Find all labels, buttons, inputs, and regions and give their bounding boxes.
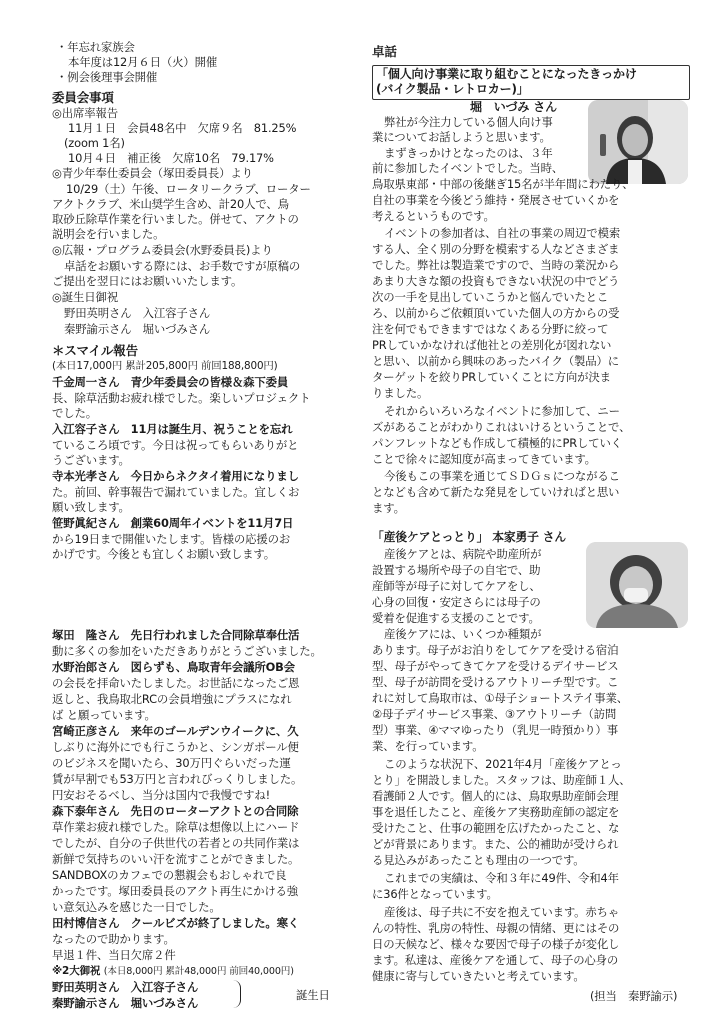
talk-line: でした。弊社は製造業ですので、当時の業況から: [372, 258, 620, 272]
smile2-line: 返しと、我鳥取北RCの会員増強にプラスになれ: [52, 692, 292, 706]
smile2-line: なったので助かります。: [52, 932, 175, 946]
committee-line: 10月４日 補正後 欠席10名 79.17%: [68, 151, 274, 165]
committee-line: ◎誕生日御祝: [52, 290, 118, 304]
speaker-photo: [588, 100, 688, 184]
care-line: 愛着を促進する支援のことです。: [372, 611, 540, 625]
smile2-line: 円安おそるべし、当分は国内で我慢ですね!: [52, 788, 270, 802]
birthday-heading-label: ※2大御祝: [52, 965, 101, 977]
care-line: 日の天候など、様々な要因で母子の様子が変化し: [372, 937, 620, 951]
talk-line: 今後もこの事業を通じてＳＤＧｓにつながるこ: [384, 469, 620, 483]
talk-title: (バイク製品・レトロカー)」: [376, 82, 529, 96]
smile2-line: ば と願っています。: [52, 708, 156, 722]
smile-totals: (本日17,000円 累計205,800円 前回188,800円): [52, 360, 278, 372]
smile2-line: 田村博信さん クールビズが終了しました。寒く: [52, 916, 300, 930]
talk-line: りました。: [372, 386, 429, 400]
smile2-line: 賃が早割でも53万円と言われびっくりしました。: [52, 772, 303, 786]
smile-line: かげです。今後とも宜しくお願い致します。: [52, 547, 275, 561]
talk-line: ターゲットを絞りPRしていくことに方向が決ま: [372, 370, 611, 384]
smile-heading: ＊スマイル報告: [52, 343, 138, 358]
talk-line: あまり大きな額の投資もできない状況の中でどう: [372, 274, 620, 288]
talk-speaker: 堀 いづみ さん: [470, 100, 557, 114]
birthday-name: 野田英明さん 入江容子さん: [52, 980, 199, 994]
talk-line: 弊社が今注力している個人向け事: [384, 115, 553, 129]
smile-line: ているころ頃です。今日は祝ってもらいありがと: [52, 438, 299, 452]
birthday-totals: (本日8,000円 累計48,000円 前回40,000円): [103, 966, 294, 977]
care-line: 心身の回復・安定さらには母子の: [372, 595, 541, 609]
committee-line: 秦野諭示さん 堀いづみさん: [64, 322, 211, 336]
care-line: 産後は、母子共に不安を抱えています。赤ちゃ: [384, 905, 620, 919]
bullet-item: ・例会後理事会開催: [56, 70, 158, 84]
talk-line: それからいろいろなイベントに参加して、ニー: [384, 404, 620, 418]
care-line: あります。母子がお泊りをしてケアを受ける宿泊: [372, 643, 619, 657]
care-line: 業、を行っています。: [372, 739, 484, 753]
committee-line: 10/29（土）午後、ロータリークラブ、ローター: [66, 182, 311, 196]
speaker-photo-image: [586, 542, 688, 628]
talk-heading: 卓話: [372, 44, 397, 59]
committee-heading: 委員会事項: [52, 90, 114, 105]
committee-line: 11月１日 会員48名中 欠席９名 81.25%: [68, 121, 297, 135]
care-line: とり」を開設しました。スタッフは、助産師１人、: [372, 773, 631, 787]
smile2-line: 草作業お疲れ様でした。除草は想像以上にハード: [52, 820, 300, 834]
smile2-line: の会長を拝命いたしました。お世話になったご恩: [52, 676, 300, 690]
care-line: ます。私達は、産後ケアを通して、母子の心身の: [372, 953, 619, 967]
talk-line: 前に参加したイベントでした。当時、: [372, 161, 564, 175]
talk-line: 自社の事業を今後どう維持・発展させていくかを: [372, 193, 620, 207]
care-line: 産後ケアには、いくつか種類が: [384, 627, 542, 641]
birthday-label: 誕生日: [296, 988, 330, 1002]
speaker-photo-image: [588, 100, 688, 184]
smile2-line: 水野治郎さん 図らずも、鳥取青年会議所OB会: [52, 660, 295, 674]
committee-line: アクトクラブ、米山奨学生含め、計20人で、鳥: [52, 197, 289, 211]
care-line: 型）事業、④ママゆったり（乳児一時預かり）事: [372, 723, 619, 737]
smile2-line: 宮崎正彦さん 来年のゴールデンウイークに、久: [52, 724, 299, 738]
care-line: 看護師２人です。個人的には、鳥取県助産師会理: [372, 789, 619, 803]
talk-line: 鳥取県東部・中部の後継ぎ15名が半年間にわたり、: [372, 177, 634, 191]
talk-title: 「個人向け事業に取り組むことになったきっかけ: [376, 67, 637, 81]
talk-line: まずきっかけとなったのは、３年: [384, 146, 553, 160]
bullet-item: ・年忘れ家族会: [56, 40, 135, 54]
smile-line: でした。: [52, 406, 97, 420]
care-line: ②母子デイサービス事業、③アウトリーチ（訪問: [372, 707, 617, 721]
committee-line: 取砂丘除草作業を行いました。併せて、アクトの: [52, 212, 299, 226]
committee-line: 野田英明さん 入江容子さん: [64, 306, 211, 320]
smile2-line: でしたが、自分の子供世代の若者との共同作業は: [52, 836, 300, 850]
smile-line: 寺本光孝さん 今日からネクタイ着用になりまし: [52, 469, 299, 483]
smile-line: 千金周一さん 青少年委員会の皆様＆森下委員: [52, 375, 289, 389]
smile-line: た。前回、幹事報告で漏れていました。宜しくお: [52, 485, 300, 499]
talk-line: ろ、以前からご依頼頂いていた個人の方からの受: [372, 306, 620, 320]
care-line: 型、母子が訪問を受けるアウトリーチ型です。こ: [372, 675, 619, 689]
smile-line: 長、除草活動お疲れ様でした。楽しいプロジェクト: [52, 391, 311, 405]
care-line: どが背景にあります。また、公的補助が受けられ: [372, 837, 619, 851]
care-line: 健康に寄与していきたいと考えています。: [372, 969, 585, 983]
committee-line: ご提出を翌日にはお願いいたします。: [52, 274, 243, 288]
care-line: に36件となっています。: [372, 887, 498, 901]
care-line: このような状況下、2021年4月「産後ケアとっ: [384, 757, 622, 771]
committee-line: ◎出席率報告: [52, 106, 118, 120]
talk-line: する人、全く別の分野を模索する人などさまざま: [372, 242, 620, 256]
talk-line: 注を何でもできますではなくある分野に絞って: [372, 322, 609, 336]
speaker-photo: [586, 542, 688, 628]
care-line: これまでの実績は、令和３年に49件、令和4年: [384, 871, 619, 885]
smile2-line: のビジネスを聞いたら、30万円ぐらいだった運: [52, 756, 291, 770]
smile-line: 入江容子さん 11月は誕生月、祝うことを忘れ: [52, 422, 293, 436]
brace: [230, 980, 241, 1008]
talk-line: ことで徐々に認知度が高まってきています。: [372, 452, 596, 466]
smile2-line: 塚田 隆さん 先日行われました合同除草奉仕活: [52, 628, 300, 642]
care-line: 受けたこと、仕事の範囲を広げたかったこと、な: [372, 821, 620, 835]
committee-line: 卓話をお願いする際には、お手数ですが原稿の: [64, 259, 301, 273]
birthday-name: 秦野諭示さん 堀いづみさん: [52, 996, 199, 1010]
talk-line: PRしていかなければ他社との差別化が図れない: [372, 338, 612, 352]
care-line: 型、母子がやってきてケアを受けるデイサービス: [372, 659, 619, 673]
care-line: る見込みがあったことも理由の一つです。: [372, 853, 585, 867]
talk-line: ます。: [372, 501, 405, 515]
smile2-line: い意気込みを感じた一日でした。: [52, 900, 221, 914]
smile2-line: 森下泰年さん 先日のローターアクトとの合同除: [52, 804, 299, 818]
care-line: れに対して鳥取市は、①母子ショートステイ事業、: [372, 691, 628, 705]
smile2-line: しぶりに海外にでも行こうかと、シンガポール便: [52, 740, 299, 754]
smile-line: 笹野眞紀さん 創業60周年イベントを11月7日: [52, 516, 294, 530]
committee-line: (zoom 1名): [64, 136, 125, 150]
smile2-line: 新鮮で気持ちのいい汗を流すことができました。: [52, 852, 300, 866]
care-footer: (担当 秦野諭示): [590, 989, 678, 1003]
bullet-item: 本年度は12月６日（火）開催: [68, 55, 218, 69]
smile2-line: 早退１件、当日欠席２件: [52, 948, 176, 962]
care-line: 産師等が母子に対してケアをし、: [372, 579, 541, 593]
talk-line: ズがあることがわかりこれはいけるということで、: [372, 420, 631, 434]
care-line: 産後ケアとは、病院や助産所が: [384, 547, 542, 561]
care-heading: 「産後ケアとっとり」 本家勇子 さん: [372, 530, 567, 544]
smile2-line: 動に多くの参加をいただきありがとうございました。: [52, 644, 322, 658]
care-line: 事を退任したこと、産後ケア実務助産師の認定を: [372, 805, 620, 819]
committee-line: 説明会を行いました。: [52, 227, 165, 241]
smile-line: うございます。: [52, 453, 130, 467]
committee-line: ◎青少年奉仕委員会（塚田委員長）より: [52, 166, 253, 180]
talk-line: 業についてお話しようと思います。: [372, 130, 551, 144]
smile2-line: かったです。塚田委員長のアクト再生にかける強: [52, 884, 299, 898]
talk-line: イベントの参加者は、自社の事業の周辺で模索: [384, 226, 621, 240]
talk-line: 次の一手を見出していこうかと悩んでいたとこ: [372, 290, 609, 304]
smile-line: 願い致します。: [52, 500, 130, 514]
care-line: んの特性、乳房の特性、母親の情緒、更にはその: [372, 921, 620, 935]
smile2-line: SANDBOXのカフェでの懇親会もおしゃれで良: [52, 868, 287, 882]
smile-line: から19日まで開催いたします。皆様の応援のお: [52, 532, 291, 546]
talk-line: となども含めて新たな発見をしていければと思い: [372, 485, 620, 499]
birthday-heading: [52, 964, 294, 979]
talk-line: 考えるというものです。: [372, 209, 495, 223]
talk-line: パンフレットなども作成して積極的にPRしていく: [372, 436, 622, 450]
committee-line: ◎広報・プログラム委員会(水野委員長)より: [52, 243, 273, 257]
care-line: 設置する場所や母子の自宅で、助: [372, 563, 541, 577]
talk-line: と思い、以前から興味のあったバイク（製品）に: [372, 354, 619, 368]
